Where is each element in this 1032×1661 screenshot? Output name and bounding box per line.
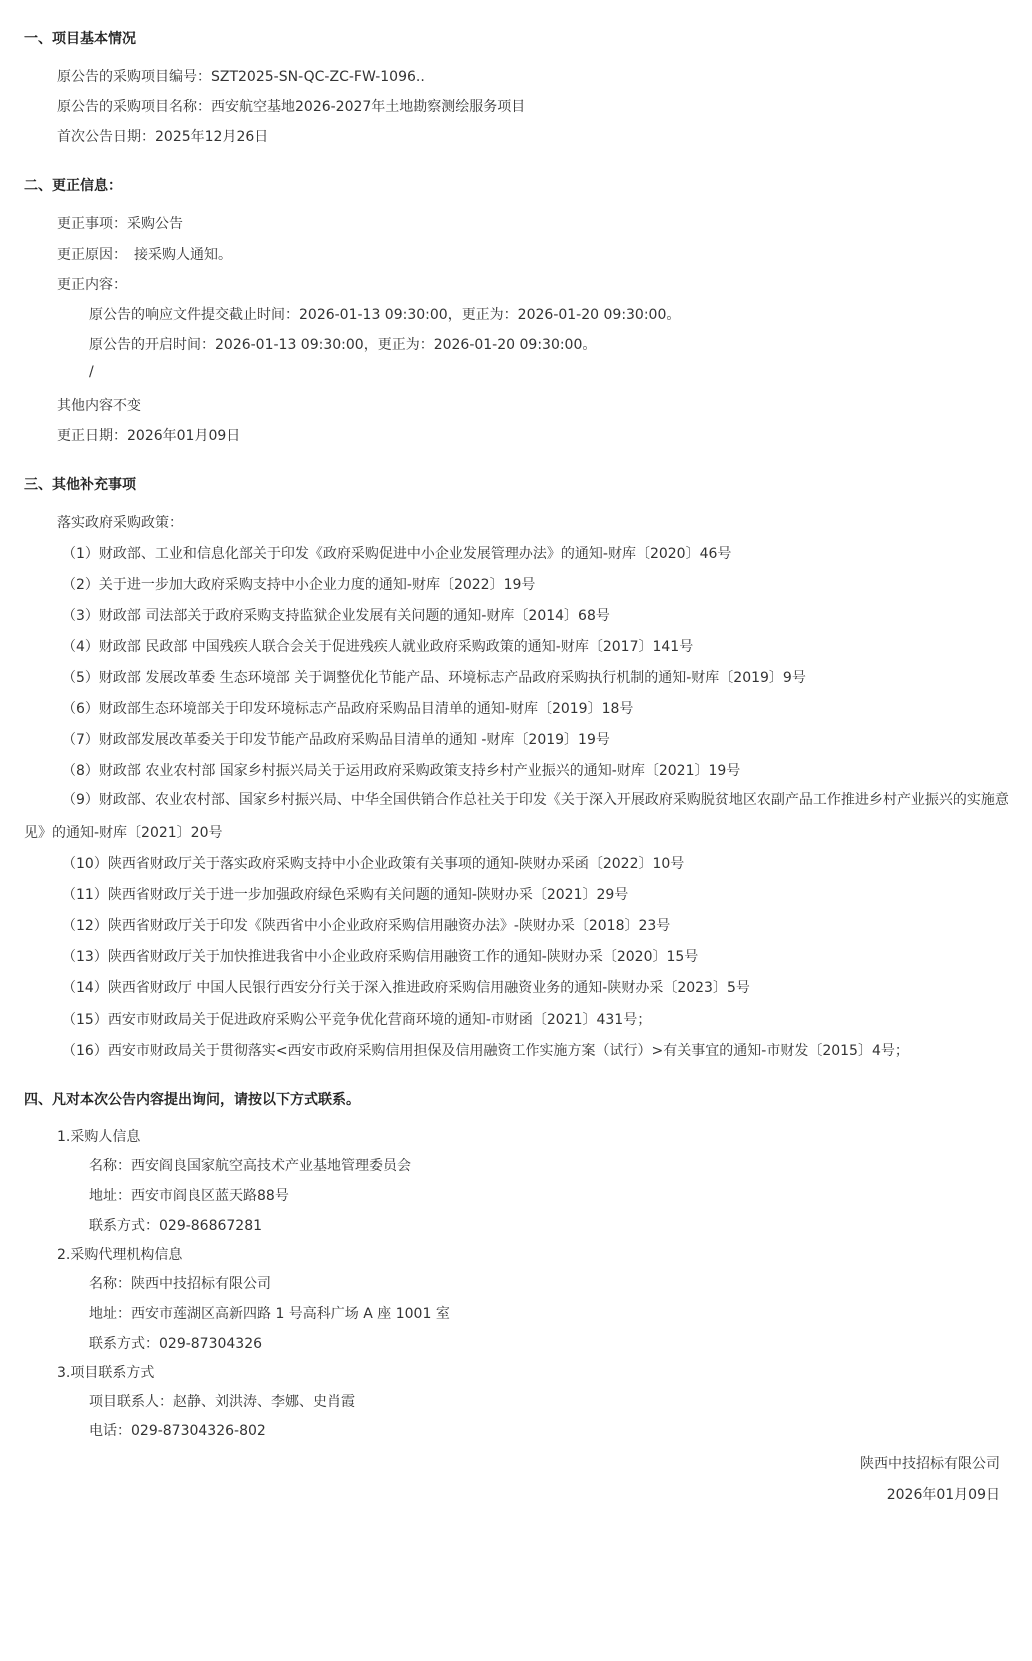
section1-heading: 一、项目基本情况 — [24, 31, 136, 47]
policy-item: （6）财政部生态环境部关于印发环境标志产品政府采购品目清单的通知-财库〔2019〕18号 — [62, 701, 634, 717]
policy-intro: 落实政府采购政策： — [57, 515, 183, 531]
correction-change-2: 原公告的开启时间：2026-01-13 09:30:00，更正为：2026-01-20 09:30:00。 — [89, 337, 597, 353]
signature-date: 2026年01月09日 — [886, 1487, 1000, 1503]
policy-item: （15）西安市财政局关于促进政府采购公平竞争优化营商环境的通知-市财函〔2021〕431号； — [62, 1012, 652, 1028]
project-number: 原公告的采购项目编号：SZT2025-SN-QC-ZC-FW-1096.. — [57, 69, 425, 85]
correction-change-1: 原公告的响应文件提交截止时间：2026-01-13 09:30:00，更正为：2026-01-20 09:30:00。 — [89, 307, 681, 323]
policy-item: （3）财政部 司法部关于政府采购支持监狱企业发展有关问题的通知-财库〔2014〕68号 — [62, 608, 610, 624]
purchaser-info-title: 1.采购人信息 — [57, 1129, 141, 1145]
agency-phone: 联系方式：029-87304326 — [89, 1336, 263, 1352]
policy-item: （14）陕西省财政厅 中国人民银行西安分行关于深入推进政府采购信用融资业务的通知-陕财办采〔2023〕5号 — [62, 980, 750, 996]
purchaser-address: 地址：西安市阎良区蓝天路88号 — [89, 1188, 289, 1204]
correction-reason: 更正原因： 接采购人通知。 — [57, 247, 232, 263]
section4-heading: 四、凡对本次公告内容提出询问，请按以下方式联系。 — [24, 1092, 360, 1108]
policy-item: （5）财政部 发展改革委 生态环境部 关于调整优化节能产品、环境标志产品政府采购执行机制的通知-财库〔2019〕9号 — [62, 670, 806, 686]
signature-company: 陕西中技招标有限公司 — [860, 1456, 1000, 1472]
section2-heading: 二、更正信息： — [24, 178, 122, 194]
correction-content-label: 更正内容： — [57, 277, 127, 293]
project-contact-title: 3.项目联系方式 — [57, 1365, 155, 1381]
policy-item: （8）财政部 农业农村部 国家乡村振兴局关于运用政府采购政策支持乡村产业振兴的通知-财库〔2021〕19号 — [62, 763, 741, 779]
purchaser-name: 名称：西安阎良国家航空高技术产业基地管理委员会 — [89, 1158, 411, 1174]
policy-item: （7）财政部发展改革委关于印发节能产品政府采购品目清单的通知 -财库〔2019〕19号 — [62, 732, 610, 748]
agency-address: 地址：西安市莲湖区高新四路 1 号高科广场 A 座 1001 室 — [89, 1306, 450, 1322]
correction-date: 更正日期：2026年01月09日 — [57, 428, 241, 444]
correction-slash: / — [89, 364, 94, 380]
policy-item: （4）财政部 民政部 中国残疾人联合会关于促进残疾人就业政府采购政策的通知-财库〔2017〕141号 — [62, 639, 694, 655]
project-name: 原公告的采购项目名称：西安航空基地2026-2027年土地勘察测绘服务项目 — [57, 99, 526, 115]
correction-matter: 更正事项：采购公告 — [57, 216, 183, 232]
section3-heading: 三、其他补充事项 — [24, 477, 136, 493]
policy-item: （9）财政部、农业农村部、国家乡村振兴局、中华全国供销合作总社关于印发《关于深入开展政府采购脱贫地区农副产品工作推进乡村产业振兴的实施意见》的通知-财库〔2021〕20号 — [24, 792, 1009, 841]
other-content-unchanged: 其他内容不变 — [57, 398, 141, 414]
project-contact-people: 项目联系人：赵静、刘洪涛、李娜、史肖霞 — [89, 1394, 355, 1410]
policy-item: （13）陕西省财政厅关于加快推进我省中小企业政府采购信用融资工作的通知-陕财办采〔2020〕15号 — [62, 949, 699, 965]
policy-item: （2）关于进一步加大政府采购支持中小企业力度的通知-财库〔2022〕19号 — [62, 577, 536, 593]
policy-item: （11）陕西省财政厅关于进一步加强政府绿色采购有关问题的通知-陕财办采〔2021〕29号 — [62, 887, 629, 903]
first-announce-date: 首次公告日期：2025年12月26日 — [57, 129, 269, 145]
policy-item: （1）财政部、工业和信息化部关于印发《政府采购促进中小企业发展管理办法》的通知-财库〔2020〕46号 — [62, 546, 732, 562]
policy-item: （16）西安市财政局关于贯彻落实<西安市政府采购信用担保及信用融资工作实施方案（试行）>有关事宜的通知-市财发〔2015〕4号； — [62, 1043, 909, 1059]
agency-name: 名称：陕西中技招标有限公司 — [89, 1276, 271, 1292]
policy-item: （12）陕西省财政厅关于印发《陕西省中小企业政府采购信用融资办法》-陕财办采〔2018〕23号 — [62, 918, 671, 934]
purchaser-phone: 联系方式：029-86867281 — [89, 1218, 263, 1234]
project-contact-phone: 电话：029-87304326-802 — [89, 1423, 266, 1439]
agency-info-title: 2.采购代理机构信息 — [57, 1247, 183, 1263]
policy-item: （10）陕西省财政厅关于落实政府采购支持中小企业政策有关事项的通知-陕财办采函〔2022〕10号 — [62, 856, 685, 872]
